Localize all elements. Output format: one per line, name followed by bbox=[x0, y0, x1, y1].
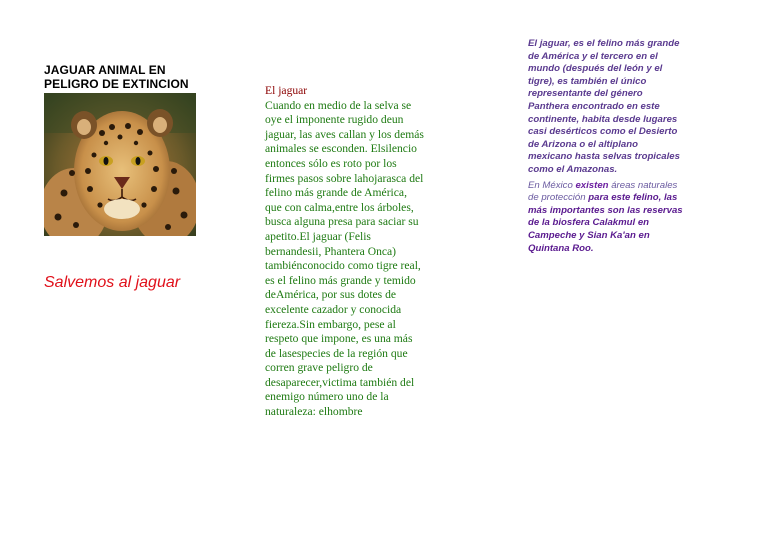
facts-p2-intro: En México bbox=[528, 179, 576, 191]
facts-paragraph-2 bbox=[528, 180, 684, 256]
article-heading: El jaguar bbox=[265, 84, 308, 97]
facts-column bbox=[528, 38, 684, 255]
page-title: JAGUAR ANIMAL EN PELIGRO DE EXTINCION bbox=[44, 63, 189, 91]
title-block bbox=[44, 63, 214, 91]
facts-paragraph-1: El jaguar, es el felino más grande de América y el tercero en el mundo (después del león y el tigre), es también el único representante del género Panthera encontrado en este continente, habita desde lugares casi desérticos como el Desierto de Arizona o el altiplano mexicano hasta selvas tropicales como el Amazonas. bbox=[528, 38, 680, 175]
facts-p2-middle: áreas naturales de protección bbox=[528, 179, 678, 204]
facts-p2-end: para este felino, las más importantes son las reservas de la biosfera Calakmul en Campeche y Sian Ka'an en Quintana Roo. bbox=[528, 192, 683, 254]
facts-p2-emphasis: existen bbox=[575, 179, 609, 191]
article-body: Cuando en medio de la selva se oye el imponente rugido deun jaguar, las aves callan y los demás animales se esconden. Elsilencio entonces sólo es roto por los firmes pasos sobre lahojarasca del felino más grande de América, que con calma,entre los árboles, busca alguna presa para saciar su apetito.El jaguar (Felis bernandesii, Phantera Onca) tambiénconocido como tigre real, es el felino más grande y temido deAmérica, por sus dotes de excelente cazador y conocida fiereza.Sin embargo, pese al respeto que impone, es una más de lasespecies de la región que corren grave peligro de desaparecer,victima también del enemigo número uno de la naturaleza: elhombre bbox=[265, 98, 424, 419]
slogan: Salvemos al jaguar bbox=[44, 274, 181, 291]
jaguar-photo bbox=[44, 93, 196, 236]
article-column bbox=[265, 84, 425, 420]
